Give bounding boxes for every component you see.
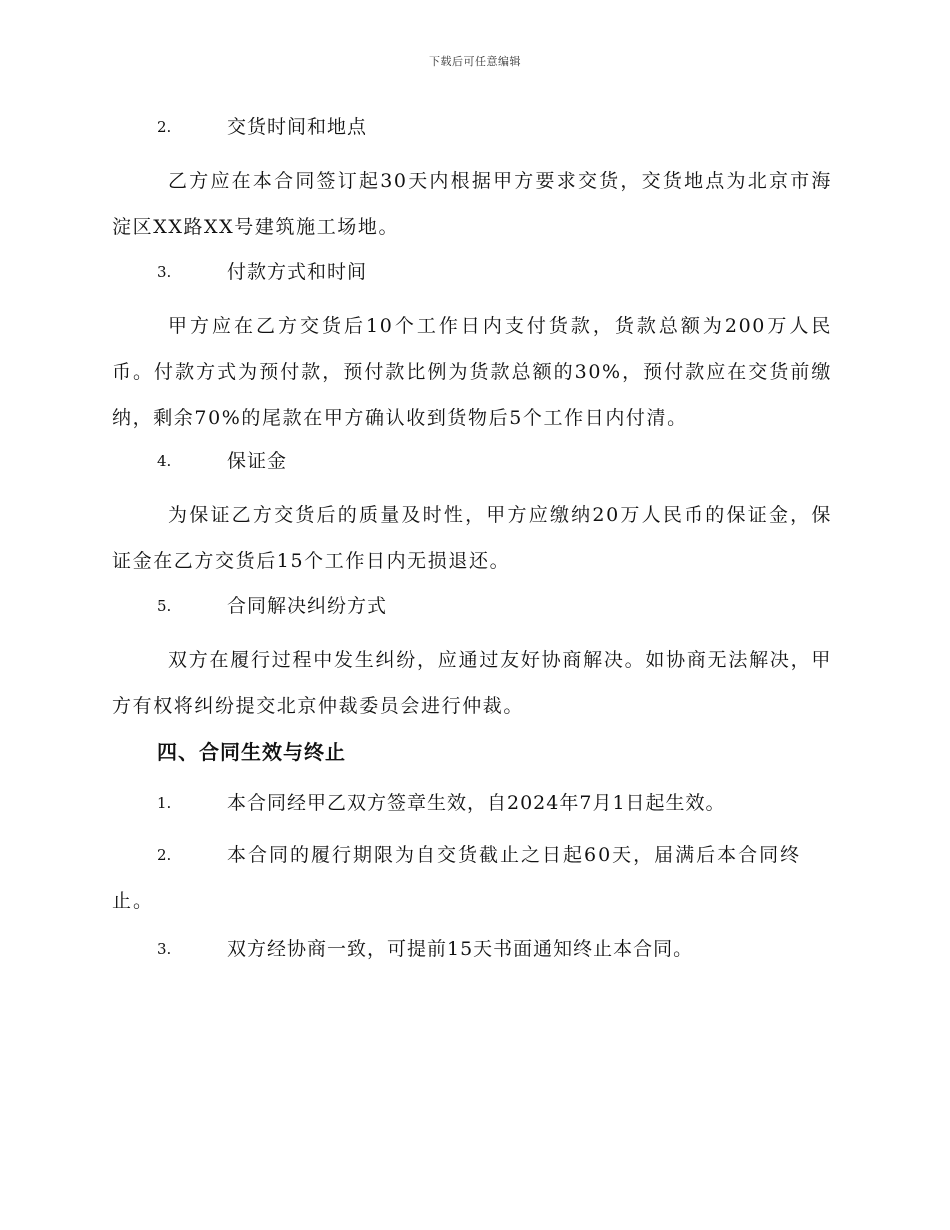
item-text: 本合同的履行期限为自交货截止之日起60天，届满后本合同终止。 [112, 844, 802, 912]
clause-body: 为保证乙方交货后的质量及时性，甲方应缴纳20万人民币的保证金，保证金在乙方交货后15个工作日内无损退还。 [112, 504, 832, 572]
clause-title: 交货时间和地点 [227, 116, 368, 138]
section-item [112, 832, 832, 924]
item-number: 3. [157, 940, 172, 958]
clause-body: 乙方应在本合同签订起30天内根据甲方要求交货，交货地点为北京市海淀区XX路XX号建筑施工场地。 [112, 170, 832, 238]
item-number: 1. [157, 794, 172, 812]
clause-number: 4. [157, 452, 172, 470]
clause-title: 付款方式和时间 [227, 261, 368, 283]
clause-title: 合同解决纠纷方式 [227, 595, 388, 617]
clause-body: 甲方应在乙方交货后10个工作日内支付货款，货款总额为200万人民币。付款方式为预付款，预付款比例为货款总额的30%，预付款应在交货前缴纳，剩余70%的尾款在甲方确认收到货物后5个工作日内付清。 [112, 315, 832, 429]
section-heading: 四、合同生效与终止 [157, 740, 346, 764]
clause-number: 5. [157, 597, 172, 615]
clause-body: 双方在履行过程中发生纠纷，应通过友好协商解决。如协商无法解决，甲方有权将纠纷提交北京仲裁委员会进行仲裁。 [112, 649, 832, 717]
clause-number: 2. [157, 118, 172, 136]
clause-number: 3. [157, 263, 172, 281]
item-number: 2. [157, 846, 172, 864]
item-text: 双方经协商一致，可提前15天书面通知终止本合同。 [227, 938, 694, 960]
clause-title: 保证金 [227, 450, 288, 472]
header-note: 下载后可任意编辑 [429, 55, 521, 68]
item-text: 本合同经甲乙双方签章生效，自2024年7月1日起生效。 [227, 792, 726, 814]
